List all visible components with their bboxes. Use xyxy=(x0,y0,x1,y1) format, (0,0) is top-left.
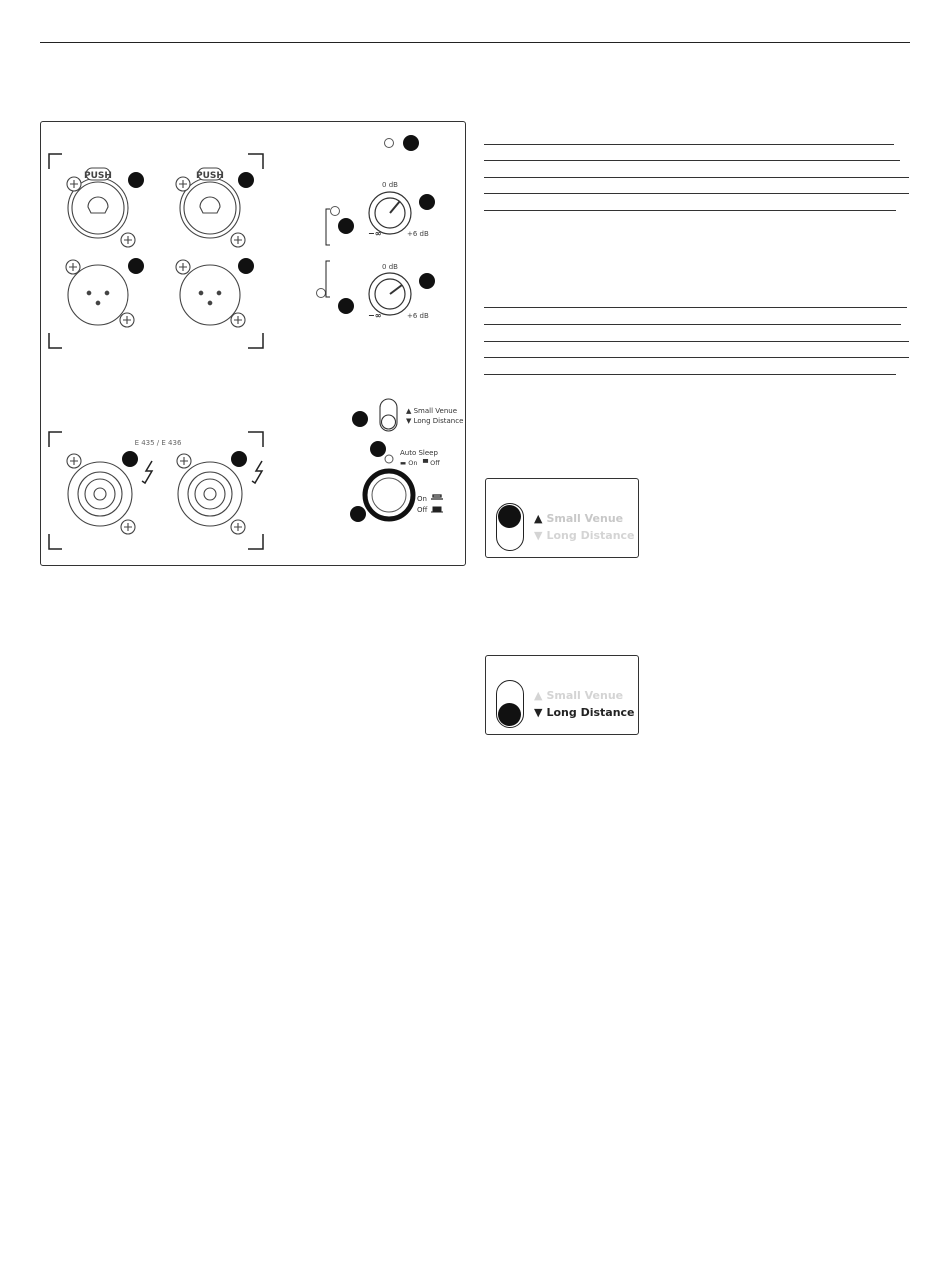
slide-switch-icon xyxy=(380,399,397,431)
auto-sleep-off-label: ▀ Off xyxy=(423,459,440,467)
auto-sleep-label: Auto Sleep xyxy=(400,449,438,457)
xlr-jack-icon xyxy=(66,260,134,327)
led-icon xyxy=(331,207,340,216)
callout-marker xyxy=(370,441,386,457)
callout-marker xyxy=(403,135,419,151)
table-rule xyxy=(484,357,909,358)
callout-marker xyxy=(338,298,354,314)
push-label: PUSH xyxy=(196,171,224,181)
table-rule xyxy=(484,193,909,194)
callout-marker xyxy=(238,258,254,274)
xlr-jack-icon xyxy=(176,260,245,327)
speakon-jack-icon xyxy=(177,454,245,534)
speakon-label: E 435 / E 436 xyxy=(134,439,182,447)
push-label: PUSH xyxy=(84,171,112,181)
table-rule xyxy=(484,144,894,145)
callout-marker xyxy=(231,451,247,467)
gain-label-min: −∞ xyxy=(368,229,382,238)
switch-position-small-venue xyxy=(485,478,639,558)
long-distance-label: ▼ Long Distance xyxy=(534,706,635,719)
gain-knob-icon xyxy=(369,192,411,234)
speakon-jack-icon xyxy=(67,454,135,534)
switch-knob xyxy=(498,505,521,528)
mode-label-long-distance: ▼ Long Distance xyxy=(406,417,464,425)
table-rule xyxy=(484,210,896,211)
output-group-bracket xyxy=(49,432,263,549)
led-icon xyxy=(385,139,394,148)
led-icon xyxy=(317,289,326,298)
gain-label-max: +6 dB xyxy=(407,312,429,320)
callout-marker xyxy=(128,172,144,188)
power-off-label: Off xyxy=(417,506,428,514)
callout-marker xyxy=(419,194,435,210)
gain-label-top: 0 dB xyxy=(382,263,398,271)
small-venue-label: ▲ Small Venue xyxy=(534,512,624,525)
top-rule xyxy=(40,42,910,43)
power-button-icon xyxy=(365,471,413,519)
callout-marker xyxy=(238,172,254,188)
long-distance-label: ▼ Long Distance xyxy=(534,529,635,542)
table-rule xyxy=(484,341,909,342)
callout-marker xyxy=(128,258,144,274)
mode-label-small-venue: ▲ Small Venue xyxy=(406,407,458,415)
table-rule xyxy=(484,324,901,325)
slide-switch-icon xyxy=(496,503,524,551)
table-rule xyxy=(484,307,907,308)
led-icon xyxy=(385,455,393,463)
gain-label-min: −∞ xyxy=(368,311,382,320)
callout-marker xyxy=(338,218,354,234)
gain-knob-icon xyxy=(369,273,411,315)
switch-position-long-distance xyxy=(485,655,639,735)
slide-switch-icon xyxy=(496,680,524,728)
gain-label-top: 0 dB xyxy=(382,181,398,189)
callout-marker xyxy=(419,273,435,289)
power-on-label: On xyxy=(417,495,427,503)
table-rule xyxy=(484,160,900,161)
table-rule xyxy=(484,177,909,178)
callout-marker xyxy=(350,506,366,522)
small-venue-label: ▲ Small Venue xyxy=(534,689,624,702)
lightning-icon xyxy=(252,461,262,483)
auto-sleep-on-label: ▬ On xyxy=(400,459,418,467)
table-rule xyxy=(484,374,896,375)
lightning-icon xyxy=(142,461,152,483)
rear-panel-illustration xyxy=(40,121,468,568)
gain-label-max: +6 dB xyxy=(407,230,429,238)
switch-knob xyxy=(498,703,521,726)
callout-marker xyxy=(352,411,368,427)
callout-marker xyxy=(122,451,138,467)
